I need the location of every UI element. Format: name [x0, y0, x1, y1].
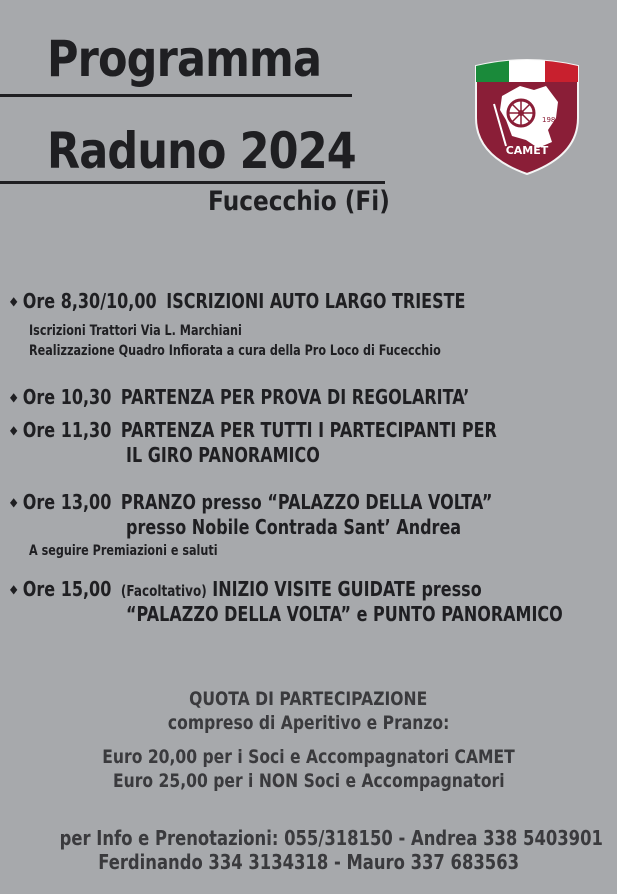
bullet-icon: ◆ — [10, 582, 18, 596]
schedule-item-4 — [10, 490, 492, 514]
schedule-note: (Facoltativo) — [120, 582, 207, 600]
title-underline-2 — [0, 181, 385, 184]
schedule-text: PARTENZA PER PROVA DI REGOLARITA’ — [120, 385, 470, 409]
quota-price-non-soci: Euro 25,00 per i NON Soci e Accompagnatori — [112, 770, 505, 792]
schedule-item-5 — [10, 577, 482, 601]
schedule-time: Ore 11,30 — [22, 418, 112, 442]
schedule-text: INIZIO VISITE GUIDATE presso — [212, 577, 482, 601]
schedule-time: Ore 8,30/10,00 — [22, 289, 157, 313]
schedule-time: Ore 15,00 — [22, 577, 112, 601]
page-subtitle: Fucecchio (Fi) — [208, 186, 390, 217]
quota-price-soci: Euro 20,00 per i Soci e Accompagnatori CAMET — [102, 746, 515, 768]
schedule-text: PARTENZA PER TUTTI I PARTECIPANTI PER — [120, 418, 497, 442]
schedule-text-cont-3: IL GIRO PANORAMICO — [126, 443, 320, 467]
schedule-text: ISCRIZIONI AUTO LARGO TRIESTE — [166, 289, 466, 313]
note-infiorata: Realizzazione Quadro Infiorata a cura della Pro Loco di Fucecchio — [29, 343, 441, 359]
logo-text: CAMET — [505, 144, 549, 157]
schedule-time: Ore 10,30 — [22, 385, 112, 409]
schedule-text-cont-4: presso Nobile Contrada Sant’ Andrea — [126, 515, 462, 539]
title-underline-1 — [0, 94, 352, 97]
contacts-line2: Ferdinando 334 3134318 - Mauro 337 683563 — [98, 850, 519, 874]
quota-subtitle: compreso di Aperitivo e Pranzo: — [167, 712, 450, 734]
bullet-icon: ◆ — [10, 423, 18, 437]
note-premiazioni: A seguire Premiazioni e saluti — [29, 543, 218, 559]
camet-logo-icon — [472, 56, 582, 176]
quota-title: QUOTA DI PARTECIPAZIONE — [189, 688, 428, 710]
logo-year: 1980 — [542, 116, 560, 124]
bullet-icon: ◆ — [10, 390, 18, 404]
contacts-line1: per Info e Prenotazioni: 055/318150 - Andrea 338 5403901 — [59, 826, 603, 850]
page-title-line1: Programma — [47, 30, 322, 88]
schedule-item-2 — [10, 385, 469, 409]
schedule-text: PRANZO presso “PALAZZO DELLA VOLTA” — [120, 490, 493, 514]
bullet-icon: ◆ — [10, 495, 18, 509]
schedule-item-3 — [10, 418, 497, 442]
bullet-icon: ◆ — [10, 294, 18, 308]
page-title-line2: Raduno 2024 — [47, 122, 356, 180]
schedule-text-cont-5: “PALAZZO DELLA VOLTA” e PUNTO PANORAMICO — [126, 602, 563, 626]
schedule-time: Ore 13,00 — [22, 490, 112, 514]
note-trattori: Iscrizioni Trattori Via L. Marchiani — [29, 323, 242, 339]
schedule-item-1 — [10, 289, 465, 313]
